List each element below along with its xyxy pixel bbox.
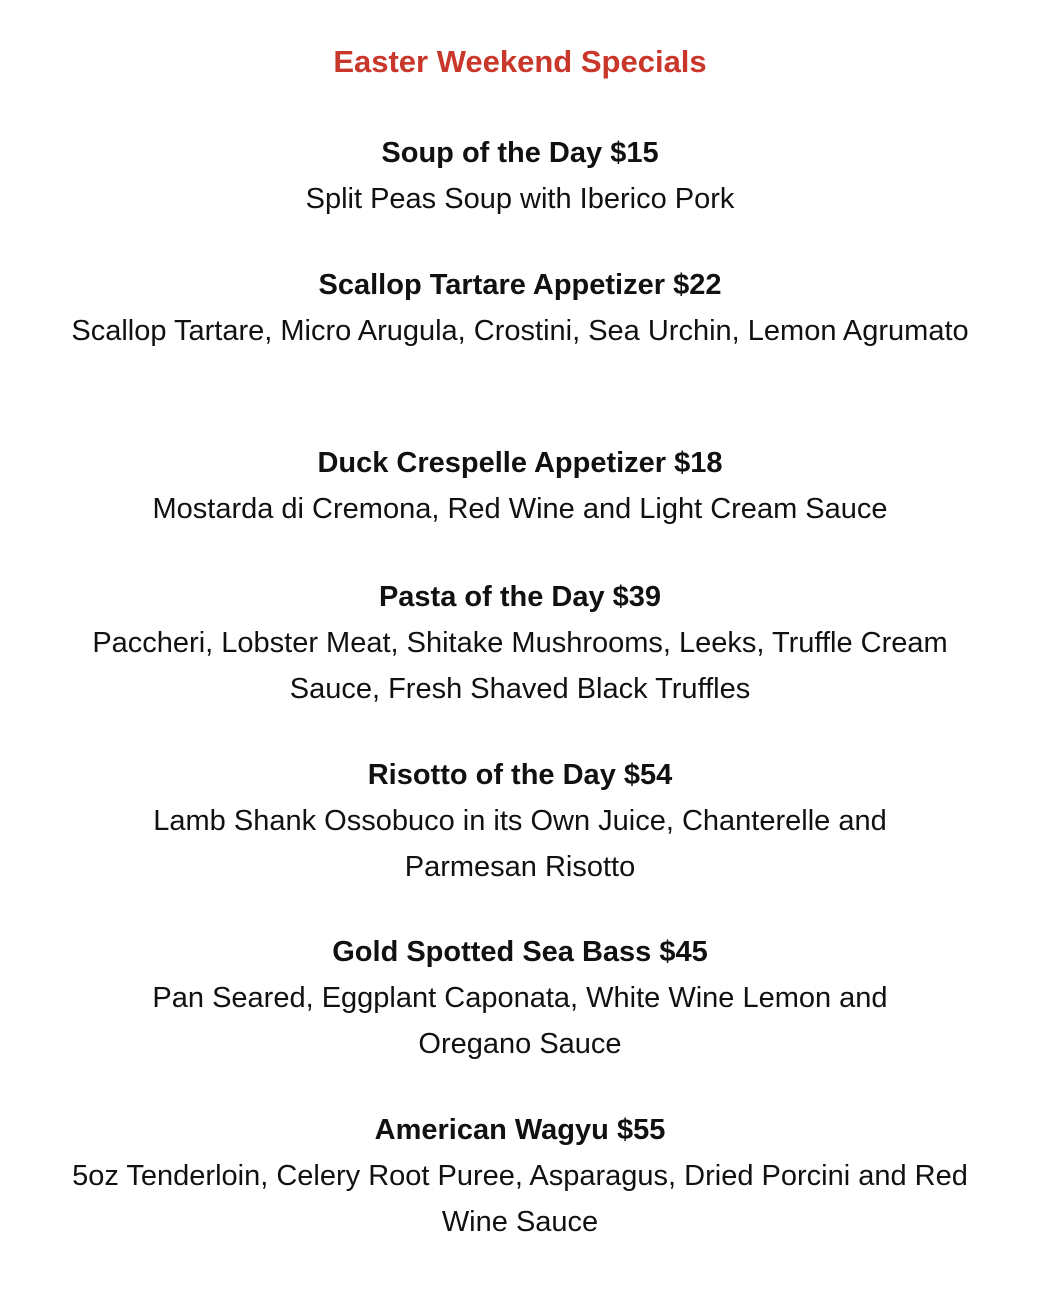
menu-item-scallop-tartare xyxy=(40,265,1000,354)
item-heading xyxy=(40,1110,1000,1150)
item-description: Mostarda di Cremona, Red Wine and Light Cream Sauce xyxy=(152,493,888,525)
item-price: $55 xyxy=(616,1114,666,1146)
item-heading xyxy=(40,443,1000,483)
item-price: $45 xyxy=(659,936,708,968)
item-name: American Wagyu xyxy=(374,1114,609,1146)
item-heading xyxy=(40,755,1000,795)
menu-item-duck-crespelle xyxy=(40,443,1000,532)
item-price: $18 xyxy=(674,447,723,479)
item-heading xyxy=(40,932,1000,972)
item-heading xyxy=(40,577,1000,617)
item-name: Pasta of the Day xyxy=(378,581,605,613)
item-description: Split Peas Soup with Iberico Pork xyxy=(305,183,735,215)
item-description: Paccheri, Lobster Meat, Shitake Mushrooms, Leeks, Truffle Cream Sauce, Fresh Shaved Black Truffles xyxy=(92,627,948,705)
item-heading xyxy=(40,265,1000,305)
item-price: $22 xyxy=(673,269,722,301)
menu-item-wagyu xyxy=(40,1110,1000,1245)
menu-title: Easter Weekend Specials xyxy=(333,44,707,79)
item-name: Soup of the Day xyxy=(381,137,603,169)
menu-item-soup xyxy=(40,133,1000,222)
item-description: Scallop Tartare, Micro Arugula, Crostini, Sea Urchin, Lemon Agrumato xyxy=(71,315,969,347)
item-heading xyxy=(40,133,1000,173)
item-name: Scallop Tartare Appetizer xyxy=(318,269,666,301)
item-description: Pan Seared, Eggplant Caponata, White Wine Lemon and Oregano Sauce xyxy=(152,982,888,1060)
item-name: Duck Crespelle Appetizer xyxy=(317,447,667,479)
item-description: 5oz Tenderloin, Celery Root Puree, Asparagus, Dried Porcini and Red Wine Sauce xyxy=(72,1160,968,1238)
menu-item-risotto xyxy=(40,755,1000,890)
menu-item-pasta xyxy=(40,577,1000,712)
item-price: $15 xyxy=(610,137,659,169)
item-price: $39 xyxy=(612,581,662,613)
item-description: Lamb Shank Ossobuco in its Own Juice, Chanterelle and Parmesan Risotto xyxy=(153,805,887,883)
item-price: $54 xyxy=(623,759,673,791)
item-name: Risotto of the Day xyxy=(367,759,616,791)
item-name: Gold Spotted Sea Bass xyxy=(332,936,652,968)
menu-item-sea-bass xyxy=(40,932,1000,1067)
